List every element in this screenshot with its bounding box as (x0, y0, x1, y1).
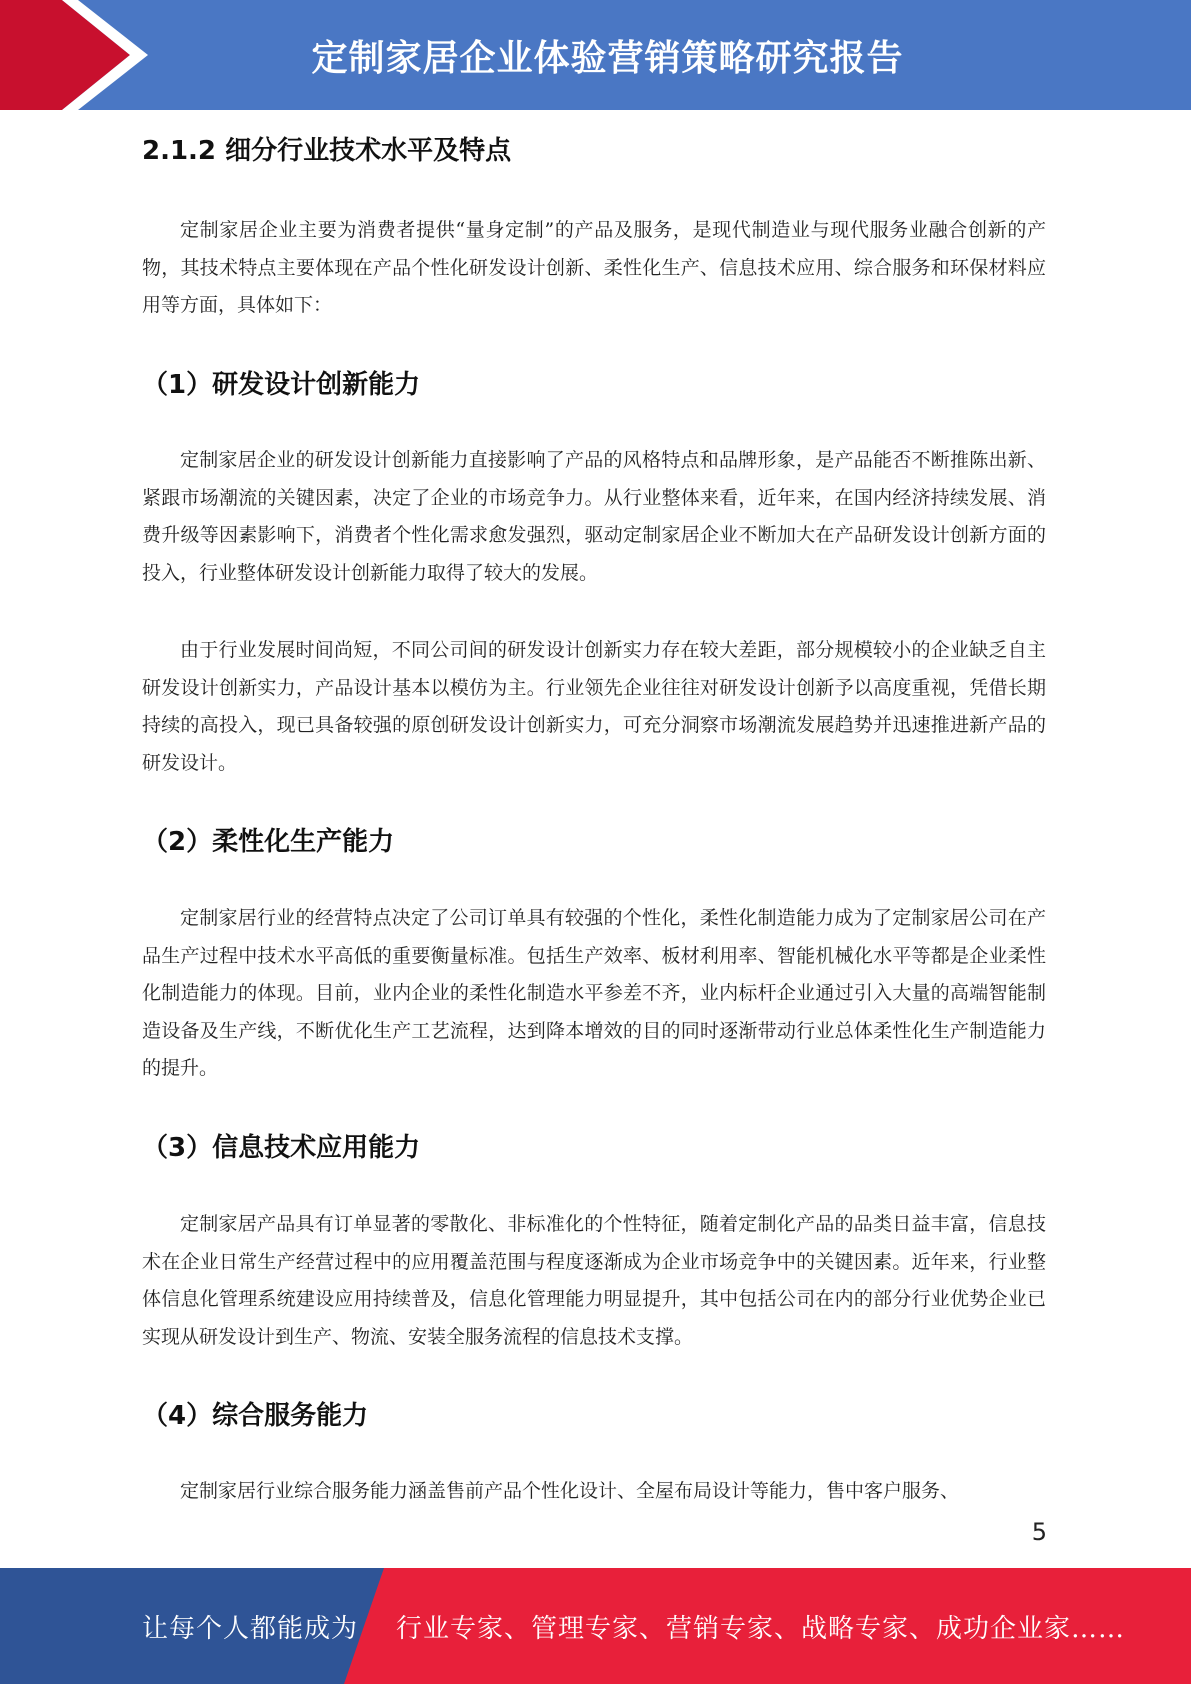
page-footer (0, 1568, 1191, 1684)
paragraph-intro: 定制家居企业主要为消费者提供“量身定制”的产品及服务，是现代制造业与现代服务业融合创新的产物，其技术特点主要体现在产品个性化研发设计创新、柔性化生产、信息技术应用、综合服务和环保材料应用等方面，具体如下： (142, 219, 1046, 316)
report-title: 定制家居企业体验营销策略研究报告 (311, 37, 904, 79)
section-heading: 2.1.2 细分行业技术水平及特点 (142, 136, 512, 166)
footer-slogan-left: 让每个人都能成为 (142, 1613, 359, 1644)
paragraph-it: 定制家居产品具有订单显著的零散化、非标准化的个性特征，随着定制化产品的品类日益丰富，信息技术在企业日常生产经营过程中的应用覆盖范围与程度逐渐成为企业市场竞争中的关键因素。近年来，行业整体信息化管理系统建设应用持续普及，信息化管理能力明显提升，其中包括公司在内的部分行业优势企业已实现从研发设计到生产、物流、安装全服务流程的信息技术支撑。 (142, 1213, 1046, 1348)
paragraph-service: 定制家居行业综合服务能力涵盖售前产品个性化设计、全屋布局设计等能力，售中客户服务、 (180, 1480, 960, 1502)
page-header (0, 0, 1191, 110)
subsection-heading-flex: （2）柔性化生产能力 (142, 827, 395, 857)
subsection-heading-rd: （1）研发设计创新能力 (142, 370, 421, 400)
paragraph-flex: 定制家居行业的经营特点决定了公司订单具有较强的个性化，柔性化制造能力成为了定制家居公司在产品生产过程中技术水平高低的重要衡量标准。包括生产效率、板材利用率、智能机械化水平等都是企业柔性化制造能力的体现。目前，业内企业的柔性化制造水平参差不齐，业内标杆企业通过引入大量的高端智能制造设备及生产线，不断优化生产工艺流程，达到降本增效的目的同时逐渐带动行业总体柔性化生产制造能力的提升。 (142, 907, 1046, 1079)
page-number: 5 (1031, 1518, 1047, 1546)
paragraph-rd-1: 定制家居企业的研发设计创新能力直接影响了产品的风格特点和品牌形象，是产品能否不断推陈出新、紧跟市场潮流的关键因素，决定了企业的市场竞争力。从行业整体来看，近年来，在国内经济持续发展、消费升级等因素影响下，消费者个性化需求愈发强烈，驱动定制家居企业不断加大在产品研发设计创新方面的投入，行业整体研发设计创新能力取得了较大的发展。 (142, 449, 1046, 584)
subsection-heading-it: （3）信息技术应用能力 (142, 1133, 421, 1163)
subsection-heading-service: （4）综合服务能力 (142, 1401, 369, 1431)
footer-slogan-right: 行业专家、管理专家、营销专家、战略专家、成功企业家…… (396, 1613, 1126, 1644)
paragraph-rd-2: 由于行业发展时间尚短，不同公司间的研发设计创新实力存在较大差距，部分规模较小的企业缺乏自主研发设计创新实力，产品设计基本以模仿为主。行业领先企业往往对研发设计创新予以高度重视，凭借长期持续的高投入，现已具备较强的原创研发设计创新实力，可充分洞察市场潮流发展趋势并迅速推进新产品的研发设计。 (142, 639, 1046, 774)
